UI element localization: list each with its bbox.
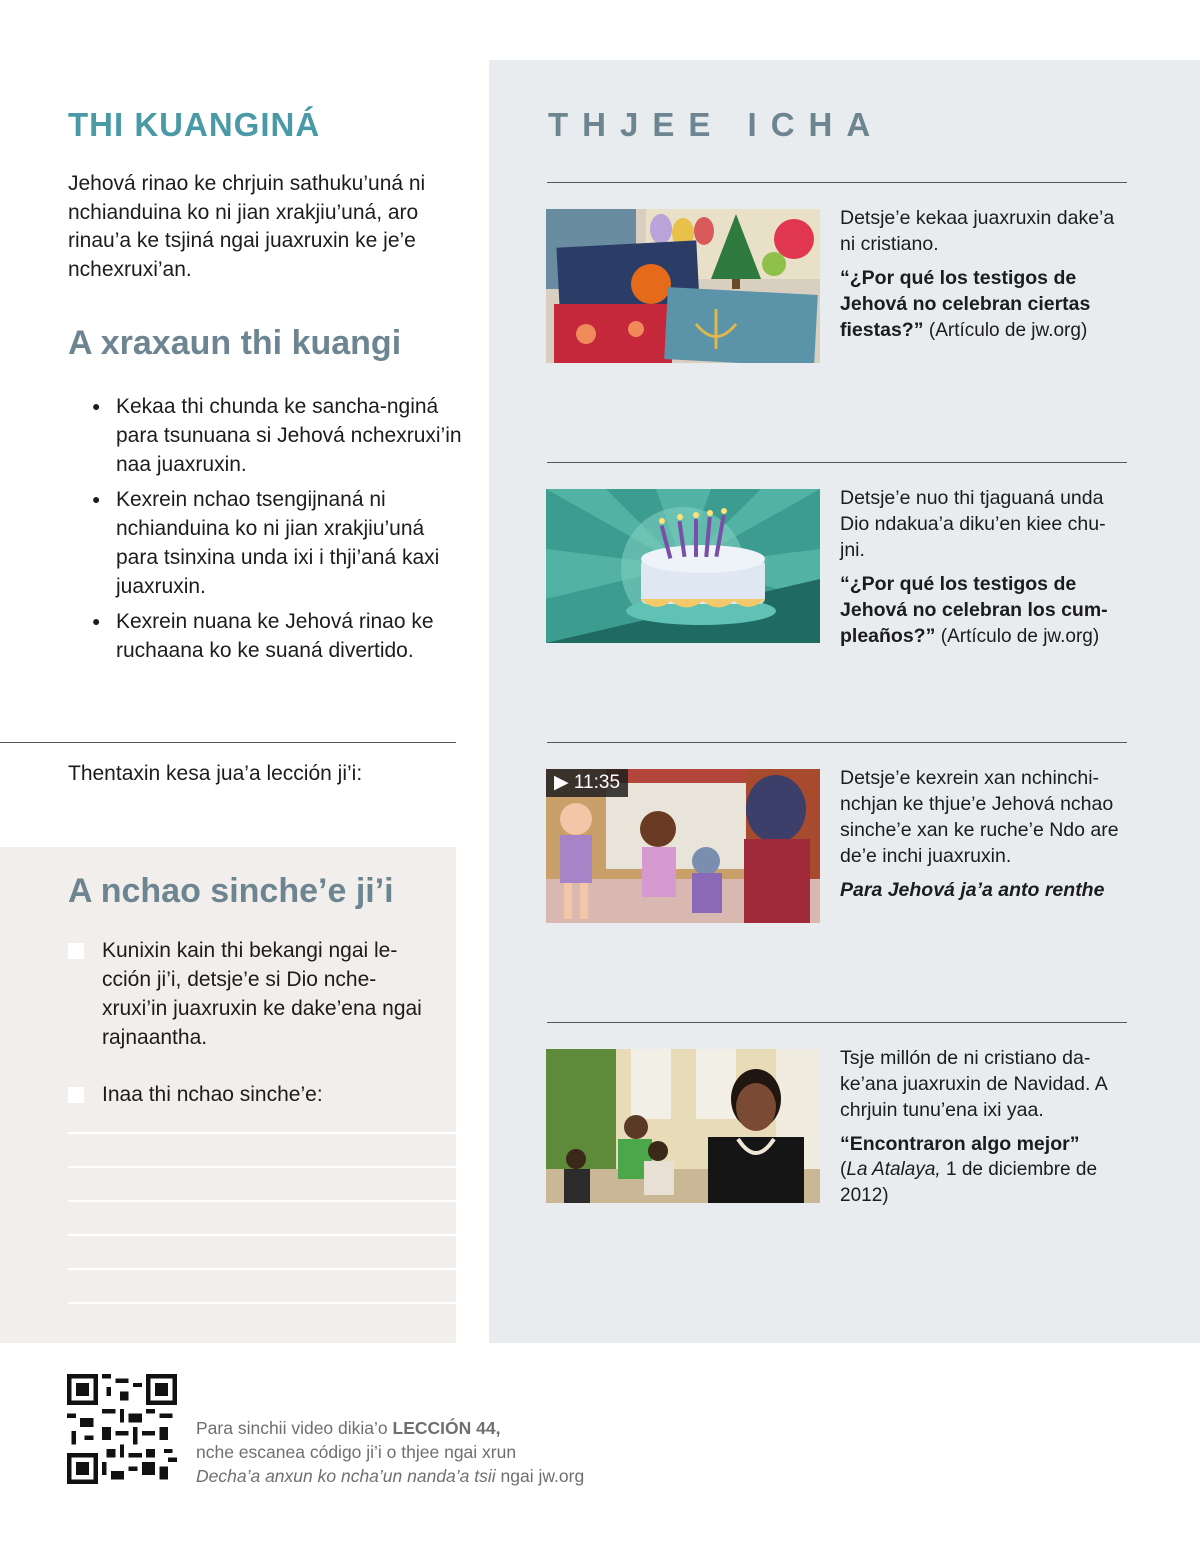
article-photo[interactable] <box>546 1049 820 1203</box>
review-list <box>92 392 462 671</box>
write-line[interactable] <box>68 1132 456 1134</box>
resource-description: Detsje’e kekaa juaxruxin dake’a ni cristiano. <box>840 207 1115 255</box>
goal-heading: A nchao sinche’e ji’i <box>68 872 394 910</box>
birthday-cake-illustration <box>546 489 820 643</box>
write-line[interactable] <box>68 1166 456 1168</box>
checklist-item <box>68 936 438 1052</box>
resource-title[interactable]: “¿Por qué los testigos de Jehová no celebran los cum-pleaños?” <box>840 573 1108 647</box>
footer-caption <box>196 1416 584 1488</box>
resource-description: Detsje’e nuo thi tjaguaná unda Dio ndakua’a diku’en kiee chu-jni. <box>840 487 1106 561</box>
checkbox[interactable] <box>68 1087 84 1103</box>
footer-line: Para sinchii video dikia’o LECCIÓN 44, <box>196 1418 501 1438</box>
resource-description: Detsje’e kexrein xan nchinchi-nchjan ke thjue’e Jehová nchao sinche’e xan ke ruche’e Ndo are de’e inchi juaxruxin. <box>840 767 1119 867</box>
resource-source: (Artículo de jw.org) <box>940 626 1100 647</box>
birthday-image[interactable] <box>546 489 820 643</box>
resource-text <box>840 205 1130 344</box>
resource-source: (Artículo de jw.org) <box>928 320 1088 341</box>
footer-line: Decha’a anxun ko ncha’un nanda’a tsii ngai jw.org <box>196 1466 585 1486</box>
list-item: ● Kexrein nchao tsengijnaná ni nchianduina ko ni jian xrakjiu’uná para tsinxina unda ixi i thji’aná kaxi juaxruxin. <box>92 485 462 601</box>
resource-description: Tsje millón de ni cristiano da-ke’ana juaxruxin de Navidad. A chrjuin tunu’ena ixi yaa. <box>840 1047 1107 1121</box>
footer-line: nche escanea código ji’i o thjee ngai xrun <box>196 1442 517 1462</box>
divider <box>547 742 1127 743</box>
goal-list <box>68 936 438 1137</box>
qr-code[interactable] <box>67 1374 177 1484</box>
resource-source: (La Atalaya, 1 de diciembre de 2012) <box>840 1159 1098 1206</box>
list-item: ● Kexrein nuana ke Jehová rinao ke ruchaana ko ke suaná divertido. <box>92 607 462 665</box>
qr-code-graphic <box>67 1374 177 1484</box>
divider <box>547 462 1127 463</box>
resource-text <box>840 1045 1130 1209</box>
list-item: ● Kekaa thi chunda ke sancha-nginá para tsunuana si Jehová nchexruxi’in naa juaxruxin. <box>92 392 462 479</box>
review-heading: A xraxaun thi kuangi <box>68 324 402 362</box>
resource-title[interactable]: “¿Por qué los testigos de Jehová no celebran ciertas fiestas?” <box>840 267 1091 341</box>
checklist-item <box>68 1080 438 1109</box>
checklist-item-text: Inaa thi nchao sinche’e: <box>102 1083 323 1106</box>
resource-link[interactable] <box>840 265 1130 344</box>
intro-text: Jehová rinao ke chrjuin sathuku’uná ni nchianduina ko ni jian xrakjiu’uná, aro rinau’a ke tsjiná ngai juaxruxin ke je’e nchexruxi’an. <box>68 172 426 281</box>
section-heading: THI KUANGINÁ <box>68 106 321 143</box>
divider <box>547 1022 1127 1023</box>
divider <box>547 182 1127 183</box>
holidays-image[interactable] <box>546 209 820 363</box>
write-line[interactable] <box>68 1268 456 1270</box>
video-thumbnail[interactable] <box>546 769 820 923</box>
video-duration-badge: ▶ 11:35 <box>546 769 628 797</box>
divider <box>0 742 456 743</box>
resource-title[interactable]: “Encontraron algo mejor” <box>840 1133 1080 1155</box>
resource-text <box>840 765 1130 903</box>
holidays-illustration <box>546 209 820 363</box>
further-reading-heading: THJEE ICHA <box>548 106 885 143</box>
resource-link[interactable] <box>840 571 1130 650</box>
checkbox[interactable] <box>68 943 84 959</box>
woman-portrait-photo <box>546 1049 820 1203</box>
write-line[interactable] <box>68 1200 456 1202</box>
resource-text <box>840 485 1130 650</box>
notes-prompt: Thentaxin kesa jua’a lección ji’i: <box>68 762 363 785</box>
checklist-item-text: Kunixin kain thi bekangi ngai le-cción ji’i, detsje’e si Dio nche-xruxi’in juaxruxin ke dake’ena ngai rajnaantha. <box>102 939 422 1049</box>
resource-title[interactable]: Para Jehová ja’a anto renthe <box>840 879 1105 901</box>
write-line[interactable] <box>68 1302 456 1304</box>
write-line[interactable] <box>68 1234 456 1236</box>
